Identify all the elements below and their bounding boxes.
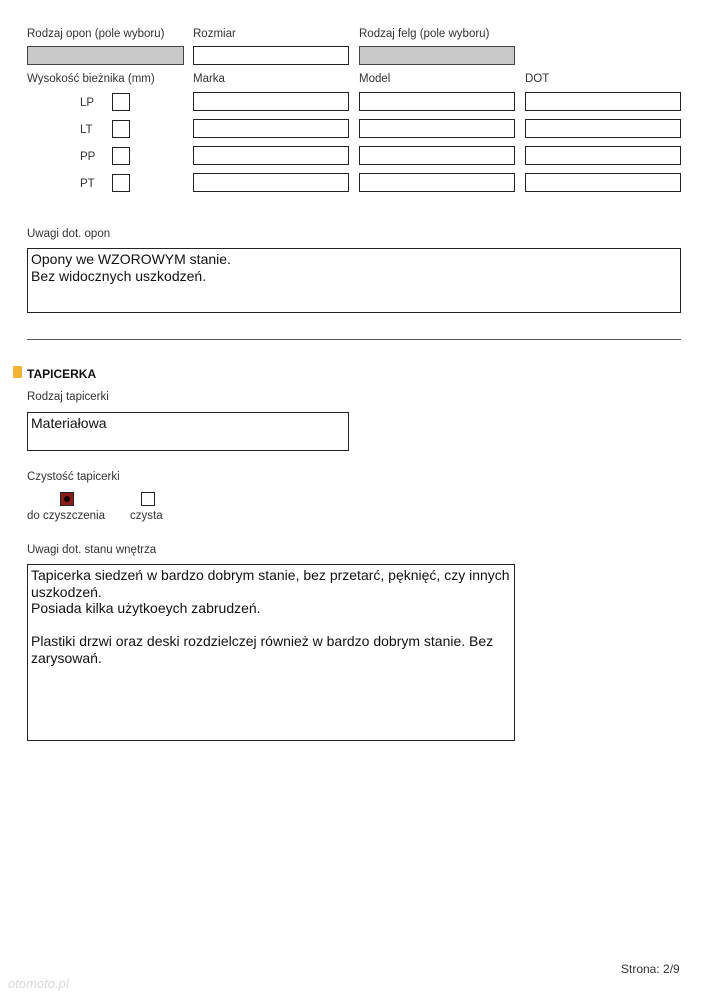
watermark-logo: otomoto.pl — [8, 976, 69, 991]
cleanliness-option-dirty-label: do czyszczenia — [27, 510, 105, 522]
cleanliness-option-dirty-radio[interactable] — [60, 492, 74, 506]
dot-label: DOT — [525, 73, 550, 85]
cleanliness-label: Czystość tapicerki — [27, 471, 120, 483]
model-field-pt[interactable] — [359, 173, 515, 192]
cleanliness-option-clean-radio[interactable] — [141, 492, 155, 506]
interior-notes-textarea[interactable]: Tapicerka siedzeń w bardzo dobrym stanie, bez przetarć, pęknięć, czy innych uszkodzeń. Posiada kilka użytkoeych zabrudzeń. Plastiki drzwi oraz deski rozdzielczej również w bardzo dobrym stanie. Bez zarysowań. — [27, 564, 515, 741]
brand-field-pt[interactable] — [193, 173, 349, 192]
upholstery-type-field[interactable]: Materiałowa — [27, 412, 349, 451]
tire-type-select[interactable] — [27, 46, 184, 65]
tread-checkbox-lt[interactable] — [112, 120, 130, 138]
tire-type-label: Rodzaj opon (pole wyboru) — [27, 28, 165, 40]
upholstery-section-title: TAPICERKA — [27, 367, 97, 381]
brand-field-pp[interactable] — [193, 146, 349, 165]
model-field-pp[interactable] — [359, 146, 515, 165]
model-field-lp[interactable] — [359, 92, 515, 111]
dot-field-lp[interactable] — [525, 92, 681, 111]
model-label: Model — [359, 73, 391, 85]
tire-row-label-lp: LP — [80, 97, 95, 109]
page-number: Strona: 2/9 — [621, 962, 680, 976]
tire-size-label: Rozmiar — [193, 28, 236, 40]
section-divider — [27, 339, 681, 340]
upholstery-type-label: Rodzaj tapicerki — [27, 391, 109, 403]
tread-checkbox-pt[interactable] — [112, 174, 130, 192]
cleanliness-option-clean-label: czysta — [130, 510, 163, 522]
tire-notes-label: Uwagi dot. opon — [27, 228, 111, 240]
selected-dot-icon — [64, 496, 70, 502]
tire-row-label-pt: PT — [80, 178, 95, 190]
tread-checkbox-lp[interactable] — [112, 93, 130, 111]
model-field-lt[interactable] — [359, 119, 515, 138]
brand-label: Marka — [193, 73, 225, 85]
section-marker-icon — [13, 366, 22, 378]
dot-field-pt[interactable] — [525, 173, 681, 192]
interior-notes-label: Uwagi dot. stanu wnętrza — [27, 544, 157, 556]
tire-notes-textarea[interactable]: Opony we WZOROWYM stanie. Bez widocznych uszkodzeń. — [27, 248, 681, 313]
dot-field-lt[interactable] — [525, 119, 681, 138]
tire-row-label-lt: LT — [80, 124, 93, 136]
brand-field-lp[interactable] — [193, 92, 349, 111]
dot-field-pp[interactable] — [525, 146, 681, 165]
tread-depth-label: Wysokość bieżnika (mm) — [27, 73, 155, 85]
rim-type-select[interactable] — [359, 46, 515, 65]
tread-checkbox-pp[interactable] — [112, 147, 130, 165]
rim-type-label: Rodzaj felg (pole wyboru) — [359, 28, 490, 40]
brand-field-lt[interactable] — [193, 119, 349, 138]
tire-row-label-pp: PP — [80, 151, 96, 163]
tire-size-field[interactable] — [193, 46, 349, 65]
